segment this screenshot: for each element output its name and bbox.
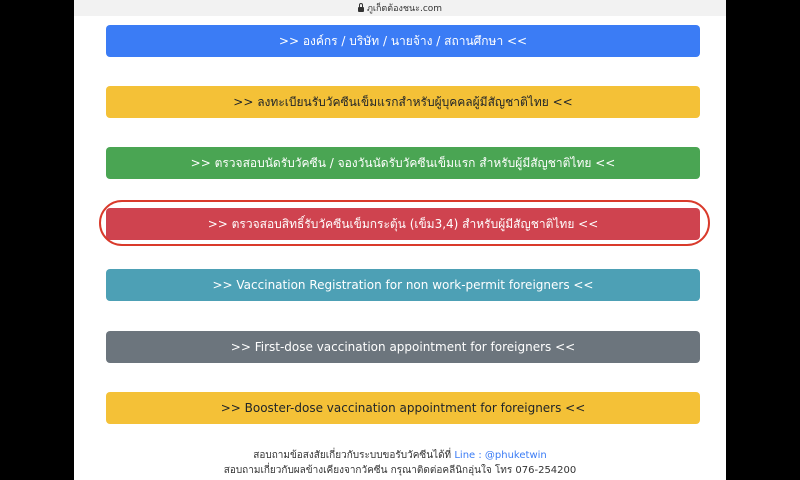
foreigner-booster-label: >> Booster-dose vaccination appointment for foreigners << [220, 401, 586, 415]
line-contact-link[interactable]: Line : @phuketwin [454, 450, 547, 461]
foreigner-registration-button[interactable] [106, 269, 700, 301]
booster-eligibility-label: >> ตรวจสอบสิทธิ์รับวัคซีนเข็มกระตุ้น (เข็ม3,4) สำหรับผู้มีสัญชาติไทย << [207, 216, 599, 231]
organization-button-label: >> องค์กร / บริษัท / นายจ้าง / สถานศึกษา << [278, 33, 528, 48]
check-appointment-button[interactable] [106, 147, 700, 179]
thai-first-dose-register-button[interactable] [106, 86, 700, 118]
booster-eligibility-button[interactable] [106, 208, 700, 240]
footer-line-2: สอบถามเกี่ยวกับผลข้างเคียงจากวัคซีน กรุณาติดต่อคลีนิกอุ่นใจ โทร 076-254200 [223, 465, 577, 476]
foreigner-first-dose-button[interactable] [106, 331, 700, 363]
lock-icon [358, 7, 364, 12]
thai-first-dose-register-label: >> ลงทะเบียนรับวัคซีนเข็มแรกสำหรับผู้บุคคลผู้มีสัญชาติไทย << [233, 94, 573, 109]
footer-line-1 [74, 448, 726, 463]
foreigner-registration-label: >> Vaccination Registration for non work-permit foreigners << [212, 278, 594, 292]
footer-line-1-text: สอบถามข้อสงสัยเกี่ยวกับระบบขอรับวัคซีนได้ที่ [253, 450, 455, 461]
web-page [74, 0, 726, 480]
browser-url-bar[interactable] [74, 0, 726, 16]
organization-button[interactable] [106, 25, 700, 57]
foreigner-booster-button[interactable] [106, 392, 700, 424]
foreigner-first-dose-label: >> First-dose vaccination appointment for foreigners << [230, 340, 576, 354]
check-appointment-label: >> ตรวจสอบนัดรับวัคซีน / จองวันนัดรับวัคซีนเข็มแรก สำหรับผู้มีสัญชาติไทย << [190, 155, 616, 170]
url-text: ภูเก็ตต้องชนะ.com [366, 4, 443, 14]
footer-contact [74, 448, 726, 478]
